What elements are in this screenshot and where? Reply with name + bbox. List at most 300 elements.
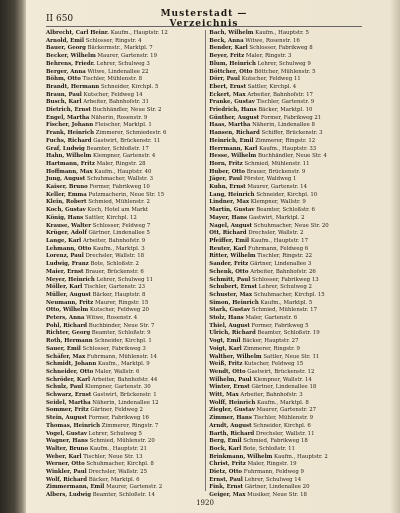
directory-entry [209,438,364,446]
directory-entry [209,192,364,200]
directory-entry [209,338,364,346]
directory-entry [209,199,364,207]
entry-details: Kutscher, Feldweg 15 [242,361,304,368]
entry-details: Fuhrmann, Feldweg 6 [246,245,309,252]
entry-details: Gastwirt, Brückenstr. 12 [245,368,315,375]
directory-entry [209,415,364,423]
directory-entry [46,469,201,477]
entry-details: Brauer, Brückenstr. 6 [83,268,144,275]
entry-name: Böhm, Otto [46,76,81,83]
entry-details: Maler, Ringstr. 3 [244,53,292,60]
entry-details: Bote, Schloßstr. 2 [88,261,139,268]
entry-details: Tischler, Mühlenstr. 8 [80,76,143,83]
entry-details: Former, Fabrikweg 5 [249,322,309,329]
entry-name: Lindner, Max [209,199,250,206]
entry-details: Böttcher, Mühlenstr. 5 [252,68,316,75]
directory-entry [209,407,364,415]
directory-entry [46,407,201,415]
directory-entry [46,115,201,123]
entry-details: Maler, Wallstr. 6 [93,368,140,375]
entry-details: Tischler, Gartenstr. 9 [254,99,315,106]
directory-entry [46,330,201,338]
entry-name: Blum, Heinrich [209,60,256,67]
entry-details: Gärtner, Lindenallee 20 [242,484,310,491]
entry-name: Weber, Karl [46,453,82,460]
directory-entry [46,292,201,300]
directory-entry [46,107,201,115]
directory-entry [46,346,201,354]
directory-entry [46,477,201,485]
directory-entry [46,300,201,308]
entry-name: Berger, Anna [46,68,86,75]
directory-entry [46,192,201,200]
directory-entry [209,45,364,53]
entry-details: Putzmacherin, Neue Str. 15 [86,191,165,198]
directory-entry [209,315,364,323]
entry-name: Schäfer, Max [46,353,86,360]
entry-name: Wolf, Richard [46,476,88,483]
entry-details: Koch, Hotel am Markt [85,207,149,214]
directory-entry [209,461,364,469]
directory-entry [46,315,201,323]
directory-entry [209,176,364,184]
entry-details: Lehrer, Schulweg 2 [257,284,312,291]
directory-entry [209,261,364,269]
entry-details: Kaufm., Marktpl. 9 [96,361,150,368]
entry-name: Ziegler, Gustav [209,407,255,414]
directory-entry [209,215,364,223]
entry-details: Schmied, Mühlenstr. 2 [86,199,150,206]
directory-entry [209,346,364,354]
entry-name: Peters, Anna [46,315,85,322]
directory-entry [209,400,364,408]
entry-details: Drechsler, Wallstr. 11 [254,430,315,437]
entry-details: Lehrer, Schulweg 5 [86,430,142,437]
entry-name: Brandt, Hermann [46,83,100,90]
entry-name: Seidel, Martha [46,399,91,406]
directory-entry [209,246,364,254]
directory-entry [209,153,364,161]
entry-details: Witwe, Rosenstr. 4 [84,315,138,322]
entry-name: Krause, Walter [46,222,92,229]
entry-details: Gastwirt, Brückenstr. 1 [91,392,157,399]
entry-name: Fuchs, Richard [46,137,92,144]
entry-name: Otto, Wilhelm [46,307,89,314]
book-spine [0,0,26,513]
entry-name: Albrecht, Carl Heinr. [46,30,109,36]
entry-name: Koch, Gustav [46,207,86,214]
entry-details: Former, Fabrikweg 21 [259,114,322,121]
entry-name: Keller, Emma [46,191,87,198]
directory-entry [209,115,364,123]
directory-entry [46,153,201,161]
directory-entry [209,446,364,454]
directory-entry [46,415,201,423]
directory-entry [209,107,364,115]
entry-details: Buchhändler, Neue Str. 4 [256,153,327,160]
directory-entry [46,261,201,269]
entry-details: Tischler, Mühlenstr. 9 [251,415,314,422]
directory-entry [46,284,201,292]
entry-details: Kaufm., Marktpl. 8 [255,399,309,406]
entry-name: Winkler, Paul [46,469,87,476]
directory-entry [209,323,364,331]
directory-entry [46,446,201,454]
directory-entry [209,369,364,377]
entry-name: Voigt, Karl [209,345,242,352]
entry-details: Zimmerer, Schmiedestr. 6 [94,130,167,137]
entry-details: Näherin, Lindenallee 8 [250,122,315,129]
entry-name: Hartmann, Fritz [46,160,95,167]
entry-name: Jung, August [46,176,86,183]
entry-name: Roth, Hermann [46,338,93,345]
entry-name: Sander, Fritz [209,261,249,268]
entry-name: Beyer, Fritz [209,53,245,60]
entry-details: Former, Fabrikweg 16 [86,415,149,422]
entry-name: Dietz, Otto [209,469,243,476]
entry-details: Beamter, Schloßstr. 6 [254,207,315,214]
directory-entry [46,76,201,84]
entry-details: Arbeiter, Bahnhofstr. 26 [248,268,316,275]
entry-name: Ritter, Wilhelm [209,253,256,260]
entry-name: Richter, Georg [46,330,91,337]
entry-details: Gastwirt, Brückenstr. 11 [91,137,161,144]
entry-details: Musiker, Neue Str. 18 [245,492,307,499]
entry-details: Kutscher, Feldweg 14 [81,91,143,98]
entry-details: Schneider, Kirchpl. 1 [92,338,152,345]
entry-details: Drechsler, Wallstr. 18 [83,253,145,260]
directory-entry [209,122,364,130]
entry-name: Schulz, Paul [46,384,84,391]
entry-name: Lange, Karl [46,237,82,244]
entry-details: Kaufm., Hauptstr. 21 [88,445,147,452]
entry-name: Wendt, Otto [209,368,246,375]
entry-name: Jäger, Paul [209,176,243,183]
entry-name: Lorenz, Paul [46,253,84,260]
entry-name: Schmitt, Paul [209,276,251,283]
directory-entry [46,138,201,146]
entry-details: Gärtner, Feldweg 2 [88,407,143,414]
entry-details: Klempner, Gartenstr. 30 [83,384,151,391]
directory-entry [209,469,364,477]
entry-name: Schneider, Otto [46,368,94,375]
entry-details: Maler, Gartenstr. 6 [243,315,298,322]
entry-name: Maier, Ernst [46,268,84,275]
entry-name: Lehmann, Otto [46,245,92,252]
entry-name: Neumann, Fritz [46,299,94,306]
entry-name: Krüger, Adolf [46,230,87,237]
entry-name: Franke, Gustav [209,99,255,106]
entry-details: Förster, Waldweg 1 [242,176,297,183]
entry-details: Schmied, Mühlenstr. 17 [250,307,318,314]
directory-entry [46,61,201,69]
entry-details: Sattler, Kirchpl. 4 [246,83,297,90]
directory-entry [46,207,201,215]
entry-details: Bäckermstr., Marktpl. 7 [85,45,153,52]
running-head: Musterstadt — Verzeichnis [160,9,248,29]
entry-name: Becker, Wilhelm [46,53,96,60]
entry-details: Schiffer, Brückenstr. 3 [259,130,323,137]
entry-name: Wilhelm, Paul [209,376,252,383]
entry-name: Dietrich, Ernst [46,107,91,114]
entry-name: Müller, August [46,291,91,298]
entry-details: Schmied, Mühlenstr. 11 [242,160,310,167]
entry-details: Näherin, Rosenstr. 9 [89,114,148,121]
page-header [46,9,362,29]
directory-entry [209,130,364,138]
directory-entry [46,230,201,238]
entry-details: Witwe, Rosenstr. 16 [243,37,300,44]
directory-entry [46,361,201,369]
entry-name: Friedrich, Hans [209,107,257,114]
entry-details: Gastwirt, Marktpl. 2 [247,214,305,221]
entry-name: Engel, Martha [46,114,90,121]
directory-entry [46,169,201,177]
entry-name: Berg, Emil [209,438,242,445]
directory-entry [46,238,201,246]
left-column [46,30,201,499]
entry-details: Bäcker, Marktpl. 10 [256,107,313,114]
entry-details: Fleischer, Marktpl. 1 [93,122,152,129]
entry-details: Arbeiter, Bahnhofstr. 44 [90,376,158,383]
entry-name: Weiß, Fritz [209,361,243,368]
entry-name: Sommer, Fritz [46,407,89,414]
directory-entry [46,323,201,331]
entry-name: Behrens, Friedr. [46,60,95,67]
entry-details: Lehrer, Schulweg 3 [94,60,150,67]
directory-entry [46,161,201,169]
entry-details: Kaufm., Hauptstr. 2 [272,453,328,460]
entry-name: Wagner, Hans [46,438,88,445]
entry-name: Schenk, Otto [209,268,249,275]
entry-details: Kaufm., Marktpl. 5 [258,299,313,306]
directory-entry [209,223,364,231]
entry-details: Kaufm., Hauptstr. 12 [108,30,168,36]
entry-details: Klempner, Wallstr. 14 [251,376,312,383]
right-column [209,30,364,499]
directory-entry [209,84,364,92]
directory-entry [46,45,201,53]
entry-name: Arnold, Emil [46,37,85,44]
directory-entry [46,431,201,439]
entry-name: Bauer, Georg [46,45,86,52]
entry-details: Bäcker, Hauptstr. 8 [90,291,146,298]
directory-entry [209,184,364,192]
entry-name: Herrmann, Karl [209,145,258,152]
entry-details: Arbeiter, Bahnhofstr. 9 [81,237,146,244]
entry-name: Christ, Fritz [209,461,246,468]
directory-entry [209,146,364,154]
entry-details: Beamter, Schloßstr. 9 [90,330,151,337]
directory-entry [209,30,364,38]
directory-entry [46,377,201,385]
entry-details: Maurer, Gartenstr. 27 [254,407,317,414]
entry-name: Hoffmann, Max [46,168,93,175]
entry-details: Beamter, Schloßstr. 14 [91,492,155,499]
entry-details: Lehrer, Schulweg 9 [255,60,311,67]
entry-details: Fuhrmann, Feldweg 9 [242,469,304,476]
entry-name: Hesse, Wilhelm [209,153,257,160]
entry-details: Gärtner, Lindenallee 5 [86,230,150,237]
directory-entry [209,92,364,100]
entry-name: Wolff, Heinrich [209,399,256,406]
entry-name: Stolz, Hans [209,315,244,322]
entry-name: Beck, Anna [209,37,244,44]
entry-details: Schneider, Kirchpl. 5 [99,83,159,90]
directory-entry [209,392,364,400]
entry-details: Buchhändler, Neue Str. 2 [90,107,162,114]
entry-details: Witwe, Lindenallee 22 [85,68,149,75]
entry-name: Martin, Gustav [209,207,255,214]
entry-details: Buchbinder, Neue Str. 7 [87,322,155,329]
directory-entry [46,461,201,469]
directory-entry [46,99,201,107]
entry-name: Dörr, Paul [209,76,240,83]
entry-name: Pohl, Richard [46,322,88,329]
entry-name: Bach, Wilhelm [209,30,254,36]
entry-name: Ulrich, Richard [209,330,256,337]
directory-entry [209,300,364,308]
entry-name: Meyer, Heinrich [46,276,95,283]
entry-details: Maurer, Gartenstr. 19 [95,53,158,60]
entry-details: Klempner, Wallstr. 9 [249,199,306,206]
entry-name: Frank, Heinrich [46,130,95,137]
directory-entry [46,454,201,462]
entry-details: Schlosser, Feldweg 7 [91,222,151,229]
entry-name: Witt, Max [209,392,239,399]
entry-details: Gärtner, Lindenallee 18 [249,384,317,391]
entry-details: Schneider, Kirchpl. 10 [254,191,318,198]
entry-name: Kaiser, Bruno [46,184,88,191]
directory-entry [46,423,201,431]
directory-entry [46,354,201,362]
entry-name: Ernst, Paul [209,476,243,483]
entry-name: Reuter, Karl [209,245,247,252]
entry-details: Maler, Ringstr. 19 [245,461,297,468]
entry-name: Werner, Otto [46,461,85,468]
entry-name: Brinkmann, Wilhelm [209,453,273,460]
directory-entry [209,277,364,285]
directory-entry [209,361,364,369]
entry-name: Thomas, Heinrich [46,422,101,429]
entry-details: Schlosser, Ringstr. 4 [84,37,142,44]
directory-entry [46,130,201,138]
directory-entry [209,377,364,385]
entry-name: Sauer, Emil [46,345,81,352]
entry-name: Mayer, Hans [209,214,248,221]
entry-name: Bock, Karl [209,445,242,452]
entry-name: Vogt, Emil [209,338,241,345]
entry-name: Schuster, Max [209,291,253,298]
entry-details: Schlosser, Fabrikweg 8 [247,45,313,52]
directory-entry [46,30,201,38]
directory-entry [46,184,201,192]
directory-entry [209,269,364,277]
entry-name: Klein, Robert [46,199,87,206]
entry-name: Böttcher, Otto [209,68,253,75]
directory-entry [46,38,201,46]
entry-name: Walter, Bruno [46,445,89,452]
directory-entry [209,354,364,362]
entry-name: Thiel, August [209,322,250,329]
directory-entry [209,138,364,146]
entry-name: Lang, Heinrich [209,191,255,198]
entry-name: Stein, August [46,415,87,422]
entry-name: Eckert, Max [209,91,246,98]
directory-entry [209,53,364,61]
entry-details: Maler, Ringstr. 28 [94,160,146,167]
entry-details: Bote, Schloßstr. 11 [241,445,295,452]
entry-name: Albers, Ludwig [46,492,91,499]
directory-entry [209,431,364,439]
page-number: II 650 [46,14,74,24]
page-edge-shadow [390,0,400,513]
entry-details: Maurer, Gartenstr. 14 [245,184,308,191]
entry-name: Zimmermann, Emil [46,484,105,491]
entry-details: Sattler, Kirchpl. 12 [83,214,137,221]
entry-details: Brauer, Brückenstr. 9 [244,168,306,175]
entry-details: Sattler, Neue Str. 11 [261,353,320,360]
entry-name: Günther, August [209,114,260,121]
directory-entry [46,122,201,130]
page-footer: 1920 [196,499,214,507]
entry-name: Busch, Karl [46,99,82,106]
entry-name: Ebert, Ernst [209,83,247,90]
entry-details: Schuhmacher, Neue Str. 20 [252,222,329,229]
entry-details: Schuhmacher, Kirchpl. 8 [84,461,154,468]
directory-entry [46,215,201,223]
entry-name: Zimmer, Hans [209,415,252,422]
directory-entry [46,484,201,492]
entry-name: Walther, Wilhelm [209,353,262,360]
entry-name: Schröder, Karl [46,376,90,383]
entry-name: Braun, Paul [46,91,82,98]
entry-details: Zimmerer, Ringstr. 9 [241,345,300,352]
directory-entry [46,269,201,277]
entry-details: Maurer, Ringstr. 15 [93,299,149,306]
entry-details: Fuhrmann, Mühlenstr. 14 [85,353,157,360]
entry-details: Kutscher, Feldweg 11 [239,76,301,83]
entry-name: Schmidt, Johann [46,361,97,368]
directory-entry [46,338,201,346]
directory-entry [209,292,364,300]
entry-name: Vogel, Gustav [46,430,87,437]
entry-details: Bäcker, Hauptstr. 27 [240,338,299,345]
directory-entry [209,61,364,69]
directory-entry [46,369,201,377]
entry-details: Maurer, Gartenstr. 2 [104,484,163,491]
directory-entry [209,477,364,485]
entry-details: Klempner, Gartenstr. 4 [91,153,156,160]
entry-details: Kaufm., Hauptstr. 40 [92,168,152,175]
entry-details: Zimmerer, Ringstr. 7 [100,422,159,429]
entry-details: Näherin, Lindenallee 12 [90,399,159,406]
directory-entry [209,284,364,292]
entry-name: Ott, Richard [209,230,247,237]
entry-details: Arbeiter, Bahnhofstr. 31 [81,99,149,106]
directory-entry [46,53,201,61]
entry-columns [46,30,364,499]
entry-name: Stark, Gustav [209,307,251,314]
directory-entry [209,38,364,46]
entry-details: Beamter, Schloßstr. 17 [84,145,149,152]
directory-entry [46,392,201,400]
entry-name: Schwarz, Ernst [46,392,92,399]
entry-details: Tischler, Ringstr. 22 [255,253,313,260]
entry-name: Winter, Ernst [209,384,250,391]
entry-details: Arbeiter, Bahnhofstr. 17 [245,91,313,98]
entry-name: Pfeiffer, Emil [209,237,250,244]
